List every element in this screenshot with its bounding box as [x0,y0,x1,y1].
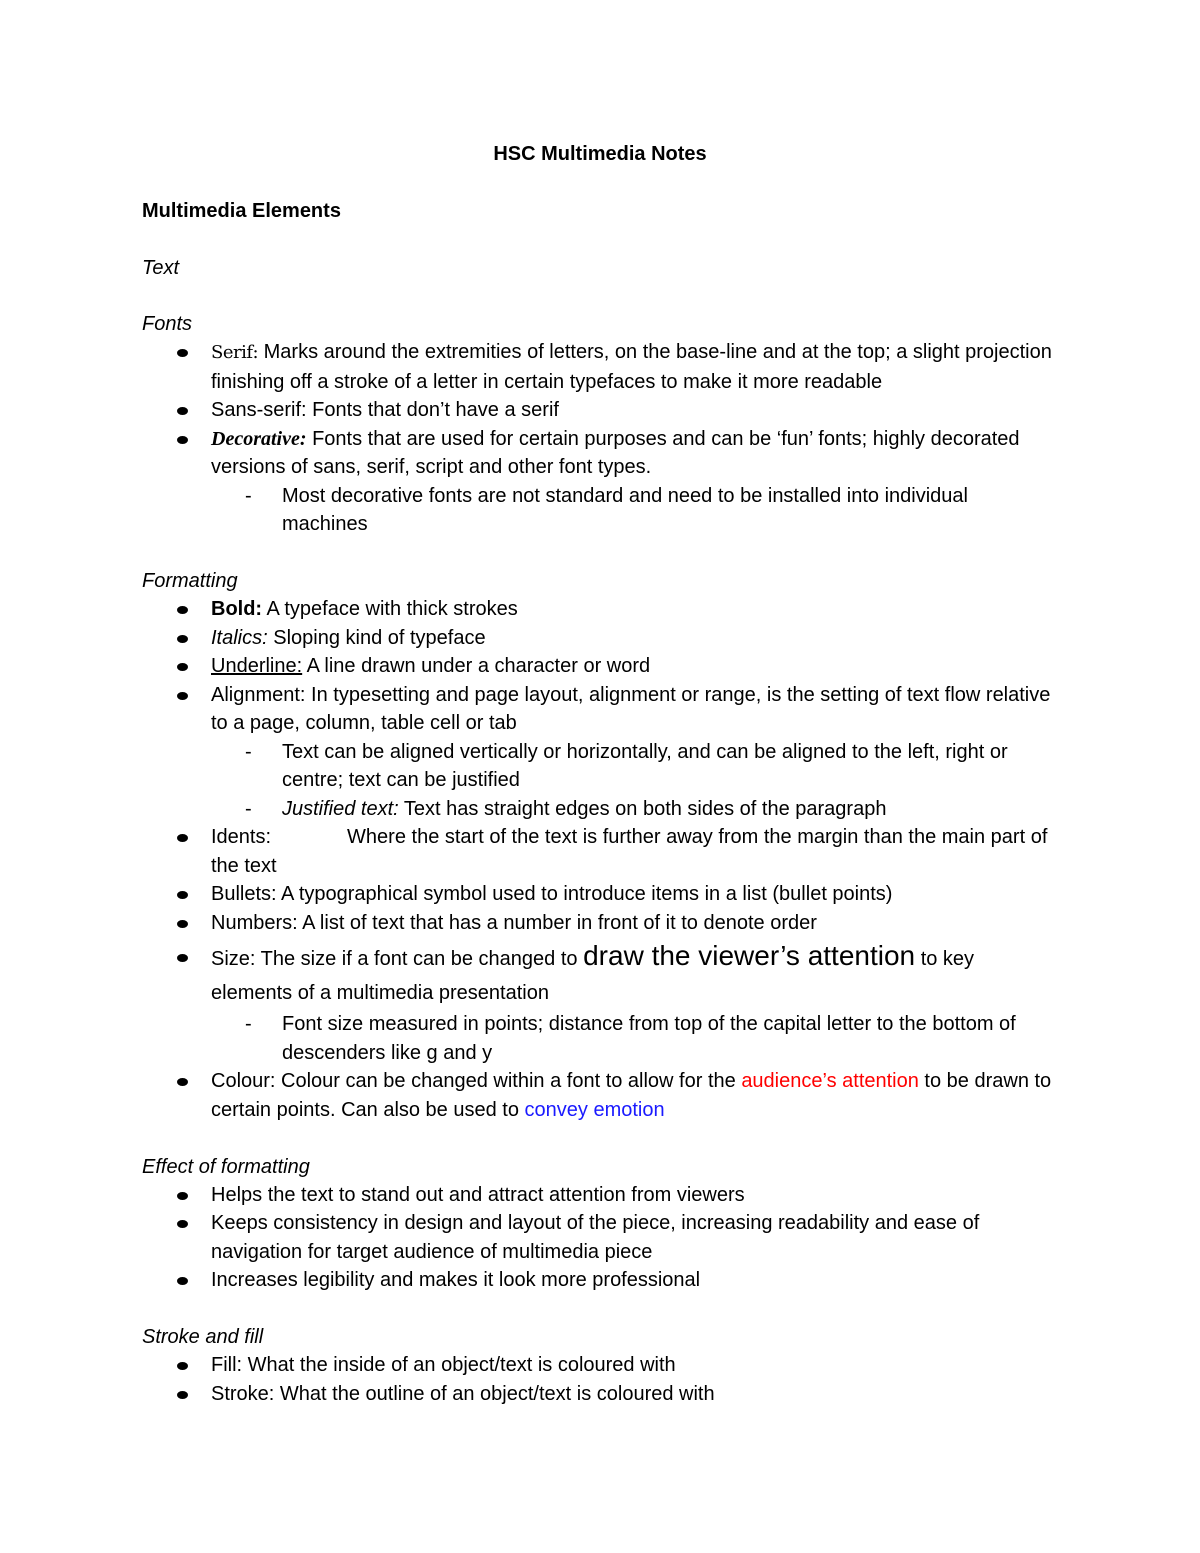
list-item [142,1380,1052,1409]
size-text-pre: Size: The size if a font can be changed to [211,948,584,970]
formatting-heading: Formatting [142,570,238,592]
numbers-text: Numbers: A list of text that has a number in front of it to denote order [211,911,817,934]
list-item-bullets [142,880,1052,909]
page-title: HSC Multimedia Notes [493,143,707,165]
underline-text: A line drawn under a character or word [302,655,651,677]
list-item [142,1266,1052,1295]
bullet-icon [177,920,188,928]
bullet-icon [177,663,188,671]
sublist-item [211,738,1052,795]
size-sub-text: Font size measured in points; distance from top of the capital letter to the bottom of descenders like g and y [282,1013,1016,1064]
bullet-icon [177,692,188,700]
list-item-sans-serif [142,396,1052,425]
bullet-icon [177,1078,188,1086]
list-item [142,1209,1052,1266]
sans-serif-text: Sans-serif: Fonts that don’t have a serif [211,399,559,421]
justified-term: Justified text: [282,797,399,820]
decorative-term: Decorative: [211,427,307,450]
effect-item-text: Increases legibility and makes it look more professional [211,1269,701,1291]
bullet-icon [177,1192,188,1200]
list-item-decorative [142,425,1052,539]
effect-item-text: Keeps consistency in design and layout of the piece, increasing readability and ease of navigation for target audience of multimedia piece [211,1212,980,1263]
bullet-icon [177,891,188,899]
list-item [142,1181,1052,1210]
bullet-icon [177,1362,188,1370]
list-item-alignment [142,681,1052,824]
size-text-big: draw the viewer’s attention [583,940,916,971]
size-text-post: to key elements of a multimedia presentation [211,948,975,1004]
bold-text: A typeface with thick strokes [262,598,518,620]
sublist-item [211,795,1052,824]
stroke-fill-item-text: Fill: What the inside of an object/text is coloured with [211,1354,676,1376]
fonts-heading: Fonts [142,313,193,335]
effect-item-text: Helps the text to stand out and attract attention from viewers [211,1183,745,1206]
serif-term: Serif: [211,342,259,363]
size-sublist [211,1010,1052,1067]
list-item-colour [142,1067,1052,1124]
list-item [142,1351,1052,1380]
section-heading: Multimedia Elements [142,200,341,222]
bullet-icon [177,606,188,614]
justified-text: Text has straight edges on both sides of the paragraph [398,797,887,820]
colour-text-blue: convey emotion [524,1098,665,1121]
subsection-heading: Text [142,256,180,279]
colour-text-mid: to be drawn to certain points. Can also be used to [211,1070,1052,1121]
colour-text-pre: Colour: Colour can be changed within a font to allow for the [211,1070,742,1092]
list-item-bold [142,595,1052,624]
bullets-text: Bullets: A typographical symbol used to introduce items in a list (bullet points) [211,883,893,905]
italics-text: Sloping kind of typeface [267,626,486,649]
list-item-idents [142,823,1052,880]
decorative-sub-text: Most decorative fonts are not standard and need to be installed into individual machines [282,484,968,535]
stroke-fill-heading: Stroke and fill [142,1326,264,1348]
underline-term: Underline: [211,655,303,677]
dash-marker: - [245,1013,252,1035]
dash-marker: - [245,797,252,820]
bold-term: Bold: [211,598,263,620]
sublist-item [211,1010,1052,1067]
list-item-italics [142,624,1052,653]
dash-marker: - [245,740,252,763]
list-item-serif [142,338,1052,396]
bullet-icon [177,1220,188,1228]
effect-list [142,1181,1052,1295]
stroke-fill-list [142,1351,1052,1408]
serif-text: Marks around the extremities of letters, on the base-line and at the top; a slight projection finishing off a stroke of a letter in certain typefaces to make it more readable [211,341,1052,393]
sublist-item [211,482,1052,539]
fonts-list [142,338,1052,539]
alignment-sublist [211,738,1052,824]
bullet-icon [177,349,188,357]
alignment-text: Alignment: In typesetting and page layout, alignment or range, is the setting of text flow relative to a page, column, table cell or tab [211,683,1051,734]
bullet-icon [177,834,188,842]
effect-heading: Effect of formatting [142,1155,310,1178]
list-item-size [142,937,1052,1067]
colour-text-red: audience’s attention [741,1070,919,1092]
decorative-sublist [211,482,1052,539]
decorative-text: Fonts that are used for certain purposes and can be ‘fun’ fonts; highly decorated versions of sans, serif, script and other font types. [211,427,1020,478]
bullet-icon [177,954,188,962]
list-item-underline [142,652,1052,681]
idents-term: Idents: [211,826,272,848]
bullet-icon [177,407,188,415]
italics-term: Italics: [211,626,268,649]
formatting-list [142,595,1052,1124]
bullet-icon [177,1277,188,1285]
dash-marker: - [245,484,252,507]
document-body [142,140,1052,1408]
bullet-icon [177,1391,188,1399]
alignment-sub-text: Text can be aligned vertically or horizontally, and can be aligned to the left, right or centre; text can be justified [282,740,1008,791]
bullet-icon [177,635,188,643]
idents-text: Where the start of the text is further away from the margin than the main part of the text [211,826,1048,877]
stroke-fill-item-text: Stroke: What the outline of an object/text is coloured with [211,1382,715,1405]
bullet-icon [177,436,188,444]
list-item-numbers [142,909,1052,938]
